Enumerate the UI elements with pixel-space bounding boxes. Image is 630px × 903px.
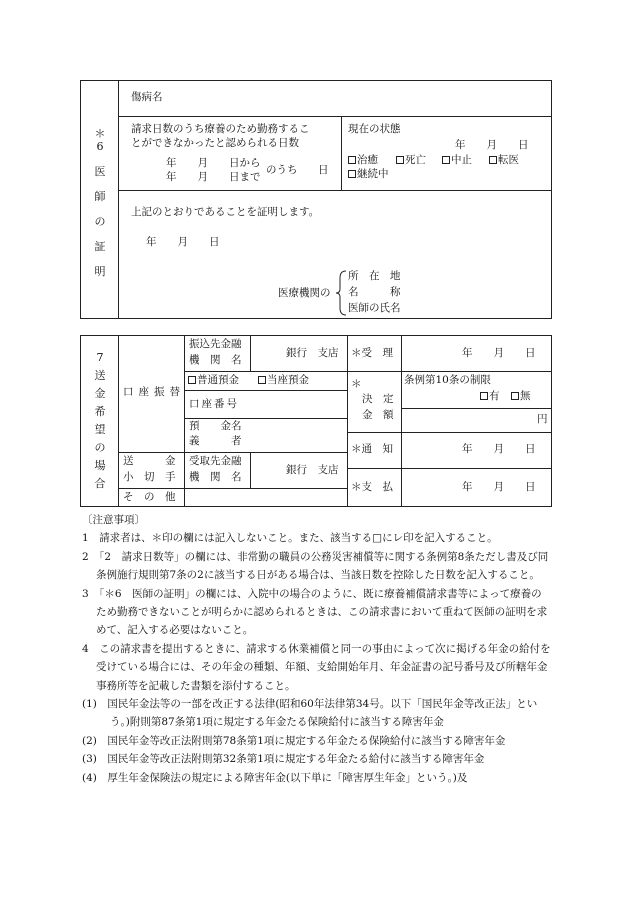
current-status-title: 現在の状態 <box>348 123 401 135</box>
institution-name-label: 名 称 <box>348 286 401 298</box>
certify-statement: 上記のとおりであることを証明します。 <box>131 206 320 218</box>
status-option-transferred[interactable]: 転医 <box>489 154 519 167</box>
recv-institution-label-1: 受取先金融 <box>189 455 242 467</box>
checkbox-icon[interactable] <box>396 156 404 164</box>
notice-date-field[interactable]: 年 月 日 <box>462 443 536 455</box>
note-item: 2 「2 請求日数等」の欄には、非常勤の職員の公務災害補償等に関する条例第8条ただし書及び同条例施行規則第7条の2に該当する日がある場合は、当該日数を控除した日数を記入すること。 <box>82 550 549 582</box>
note-subitem: (3) 国民年金等改正法附則第32条第1項に規定する年金たる給付に該当する障害年金 <box>82 753 485 766</box>
checkbox-icon[interactable] <box>188 376 196 384</box>
section-char: の <box>94 215 106 228</box>
decided-label-1: 決 定 <box>362 393 394 405</box>
deposit-type-current[interactable]: 当座預金 <box>258 374 309 387</box>
notes-section <box>82 511 552 787</box>
status-option-died[interactable]: 死亡 <box>396 154 426 167</box>
account-number-label: 口座番号 <box>189 398 239 410</box>
section-char: 希 <box>94 405 106 418</box>
deposit-type-ordinary[interactable]: 普通預金 <box>188 374 239 387</box>
check-label-2: 小 切 手 <box>123 471 176 483</box>
section-number: 7 <box>96 351 104 364</box>
section-char: 金 <box>94 387 106 400</box>
section-mark: ＊ <box>94 127 106 140</box>
checkbox-icon[interactable] <box>258 376 266 384</box>
section-char: 望 <box>94 423 106 436</box>
doctor-section-label <box>93 128 107 277</box>
status-date-field[interactable]: 年 月 日 <box>455 139 529 151</box>
article10-limit-label: 条例第10条の制限 <box>404 374 491 386</box>
accept-label: ＊受 理 <box>351 347 393 359</box>
limit-option-has[interactable]: 有 <box>480 390 500 403</box>
within-label: のうち <box>266 164 298 176</box>
check-label-1: 送 金 <box>123 455 176 467</box>
account-transfer-label: 口座振替 <box>123 386 185 398</box>
note-item: 1 請求者は、＊印の欄には記入しないこと。また、該当する□にレ印を記入すること。 <box>82 532 498 545</box>
institution-label: 医療機関の <box>278 287 331 299</box>
limit-option-none[interactable]: 無 <box>511 390 531 403</box>
from-date-field[interactable]: 年 月 日から <box>166 157 261 169</box>
recv-branch-field[interactable]: 銀行 支店 <box>286 464 339 476</box>
account-holder-label-1: 預 金名 <box>189 420 242 432</box>
amount-field[interactable]: 円 <box>537 413 548 425</box>
work-days-label-line2: とができなかったと認められる日数 <box>131 137 299 149</box>
status-option-cured[interactable]: 治癒 <box>348 154 378 167</box>
checkbox-icon[interactable] <box>442 156 450 164</box>
accept-date-field[interactable]: 年 月 日 <box>462 347 536 359</box>
section-char: 明 <box>94 265 106 278</box>
payment-label: ＊支 払 <box>351 481 393 493</box>
status-option-stopped[interactable]: 中止 <box>442 154 472 167</box>
bank-institution-label-2: 機 関 名 <box>189 354 242 366</box>
bank-branch-field[interactable]: 銀行 支店 <box>286 347 339 359</box>
bank-institution-label-1: 振込先金融 <box>189 338 242 350</box>
decided-mark: ＊ <box>351 378 362 390</box>
to-date-field[interactable]: 年 月 日まで <box>166 171 261 183</box>
brace-icon <box>335 270 347 316</box>
checkbox-icon[interactable] <box>348 156 356 164</box>
section-char: の <box>94 441 106 454</box>
section-char: 医 <box>94 165 106 178</box>
section-char: 合 <box>94 477 106 490</box>
disease-name-label: 傷病名 <box>131 91 163 103</box>
section-char: 師 <box>94 190 106 203</box>
doctor-name-label: 医師の氏名 <box>348 302 401 314</box>
note-subitem: (4) 厚生年金保険法の規定による障害年金(以下単に「障害厚生年金」という。)及 <box>82 771 468 784</box>
decided-label-2: 金 額 <box>362 409 394 421</box>
note-subitem: (1) 国民年金法等の一部を改正する法律(昭和60年法律第34号。以下「国民年金等改正法」という。)附則第87条第1項に規定する年金たる保険給付に該当する障害年金 <box>82 698 538 729</box>
other-label: そ の 他 <box>123 491 176 503</box>
work-days-label-line1: 請求日数のうち療養のため勤務するこ <box>131 123 310 135</box>
section-number: 6 <box>96 140 104 153</box>
certify-date-field[interactable]: 年 月 日 <box>146 236 220 248</box>
recv-institution-label-2: 機 関 名 <box>189 471 242 483</box>
section-char: 場 <box>94 459 106 472</box>
note-item: 3 「＊6 医師の証明」の欄には、入院中の場合のように、既に療養補償請求書等によって療養のため勤務できないことが明らかに認められるときは、この請求書において重ねて医師の証明を求めて、記入する必要はないこと。 <box>82 587 548 637</box>
notice-label: ＊通 知 <box>351 443 393 455</box>
section-char: 送 <box>94 369 106 382</box>
checkbox-icon[interactable] <box>480 392 488 400</box>
checkbox-icon[interactable] <box>489 156 497 164</box>
status-option-continuing[interactable]: 継続中 <box>348 168 389 181</box>
remit-section-label <box>93 352 107 489</box>
section-char: 証 <box>94 240 106 253</box>
account-holder-label-2: 義 者 <box>189 435 242 447</box>
checkbox-icon[interactable] <box>348 170 356 178</box>
checkbox-icon[interactable] <box>511 392 519 400</box>
payment-date-field[interactable]: 年 月 日 <box>462 481 536 493</box>
note-subitem: (2) 国民年金等改正法附則第78条第1項に規定する年金たる保険給付に該当する障害年金 <box>82 734 506 747</box>
days-field[interactable]: 日 <box>318 164 329 176</box>
note-item: 4 この請求書を提出するときに、請求する休業補償と同一の事由によって次に掲げる年金の給付を受けている場合には、その年金の種類、年額、支給開始年月、年金証書の記号番号及び所轄年金事務所等を記載した書類を添付すること。 <box>82 642 551 692</box>
address-label: 所 在 地 <box>348 270 401 282</box>
notes-title: 〔注意事項〕 <box>82 514 145 526</box>
